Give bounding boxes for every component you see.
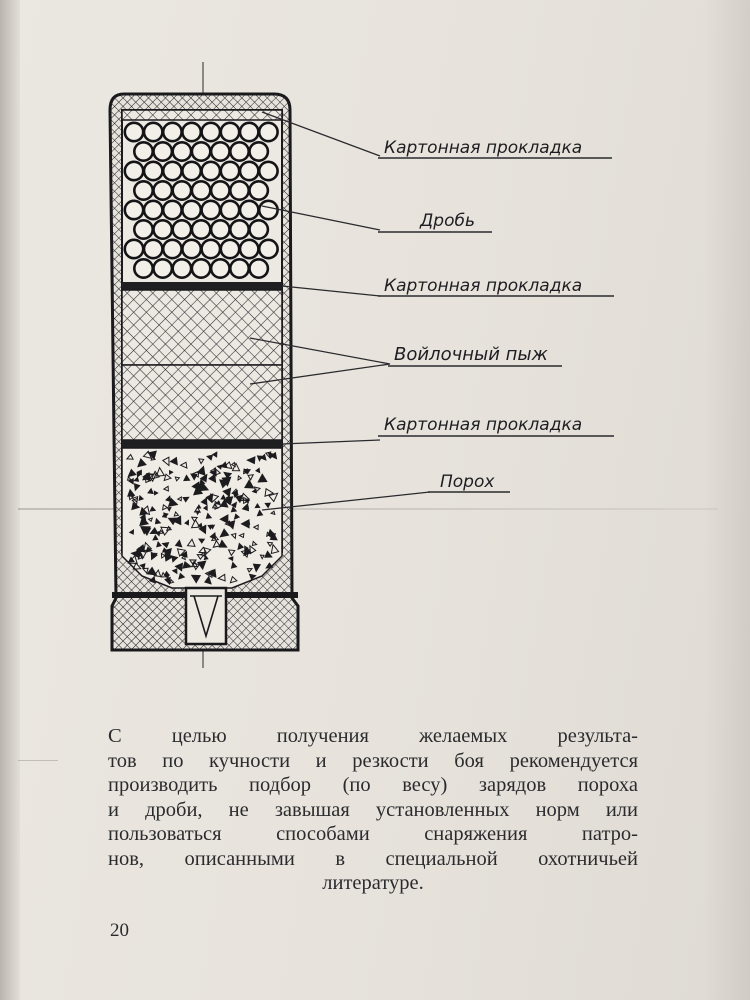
shot-pellet <box>154 181 172 199</box>
shot-pellet <box>163 162 181 180</box>
shot-pellet <box>259 201 277 219</box>
shot-pellet <box>154 259 172 277</box>
leader-mid-wad <box>282 286 380 296</box>
shot-pellet <box>182 123 200 141</box>
label-felt-wad: Войлочный пыж <box>394 344 548 365</box>
paragraph-line: литературе. <box>322 872 424 894</box>
shot-pellet <box>221 201 239 219</box>
paragraph-line: нов, описанными в специальной охотничьей <box>108 847 638 870</box>
shot-pellet <box>173 142 191 160</box>
label-top-card-wad: Картонная прокладка <box>384 138 583 158</box>
shot-pellet <box>230 259 248 277</box>
felt-wad-lower <box>122 365 282 440</box>
shot-pellet <box>250 220 268 238</box>
shot-pellet <box>211 181 229 199</box>
paragraph-line: и дроби, не завышая установленных норм или <box>108 798 638 821</box>
shot-pellet <box>221 162 239 180</box>
shot-pellet <box>163 201 181 219</box>
shot-pellet <box>154 220 172 238</box>
shot-pellet <box>211 142 229 160</box>
middle-card-wad <box>122 282 282 290</box>
shot-pellet <box>134 142 152 160</box>
shot-pellet <box>182 240 200 258</box>
shot-pellet <box>144 162 162 180</box>
shot-pellet <box>250 259 268 277</box>
shot-pellet <box>125 123 143 141</box>
shot-pellet <box>202 240 220 258</box>
label-lower-card-wad: Картонная прокладка <box>384 415 583 435</box>
shot-pellet <box>240 123 258 141</box>
body-paragraph <box>108 724 638 896</box>
shot-pellet <box>163 123 181 141</box>
shot-pellet <box>192 259 210 277</box>
label-powder: Порох <box>440 472 495 492</box>
shot-pellet <box>202 201 220 219</box>
paragraph-line: производить подбор (по весу) зарядов пороха <box>108 774 638 796</box>
shot-pellet <box>182 201 200 219</box>
shot-pellet <box>230 181 248 199</box>
felt-wad-upper <box>122 290 282 365</box>
shot-pellet <box>134 259 152 277</box>
shot-pellet <box>125 162 143 180</box>
shot-pellet <box>134 220 152 238</box>
shot-pellet <box>173 259 191 277</box>
shot-pellet <box>240 201 258 219</box>
shot-pellet <box>192 142 210 160</box>
shot-pellet <box>250 142 268 160</box>
shot-pellet <box>192 220 210 238</box>
shot-pellet <box>192 181 210 199</box>
shot-pellet <box>154 142 172 160</box>
lower-card-wad <box>122 440 282 448</box>
shot-pellet <box>144 240 162 258</box>
shot-pellet <box>202 162 220 180</box>
shot-pellet <box>221 240 239 258</box>
top-card-wad <box>122 110 282 120</box>
paper-tear <box>18 760 58 761</box>
shot-pellet <box>230 220 248 238</box>
shot-pellet <box>125 201 143 219</box>
shot-pellet <box>259 123 277 141</box>
shot-pellet <box>230 142 248 160</box>
leader-low-wad <box>282 440 380 444</box>
page-number: 20 <box>110 920 129 941</box>
shot-pellet <box>211 220 229 238</box>
shot-pellet <box>182 162 200 180</box>
shot-pellet <box>221 123 239 141</box>
shot-pellet <box>202 123 220 141</box>
shot-pellet <box>134 181 152 199</box>
label-middle-card-wad: Картонная прокладка <box>384 276 583 296</box>
shot-pellet <box>173 220 191 238</box>
shot-pellet <box>173 181 191 199</box>
shot-pellet <box>240 240 258 258</box>
shot-pellet <box>144 201 162 219</box>
shot-pellet <box>144 123 162 141</box>
label-shot: Дробь <box>420 211 475 231</box>
paragraph-line: тов по кучности и резкости боя рекомендуется <box>108 749 638 772</box>
shot-pellet <box>211 259 229 277</box>
shot-pellet <box>259 162 277 180</box>
shot-pellet <box>240 162 258 180</box>
paragraph-line: пользоваться способами снаряжения патро- <box>108 823 638 845</box>
shot-pellet <box>163 240 181 258</box>
shot-pellet <box>125 240 143 258</box>
paragraph-line: С целью получения желаемых результа- <box>108 725 638 747</box>
shot-pellet <box>259 240 277 258</box>
shot-pellet <box>250 181 268 199</box>
